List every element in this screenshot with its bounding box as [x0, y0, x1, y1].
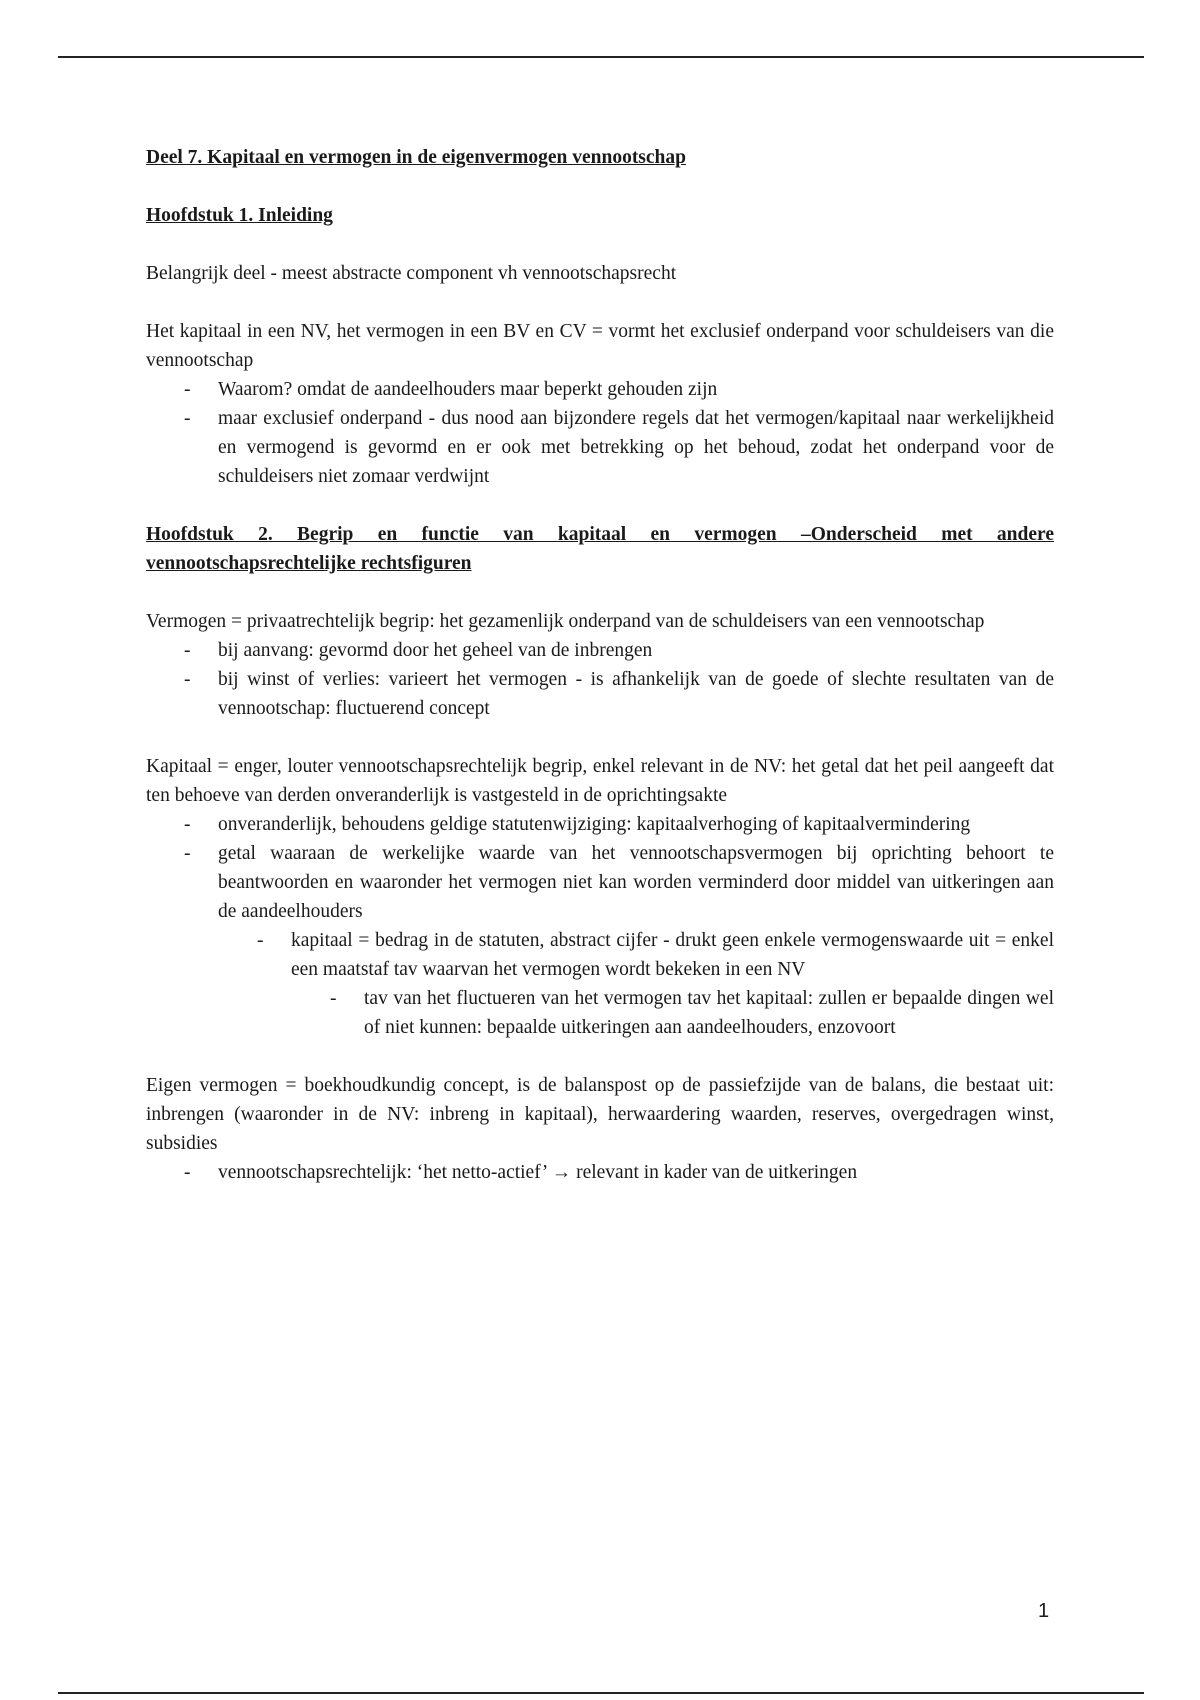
list-item: - maar exclusief onderpand - dus nood aan bijzondere regels dat het vermogen/kapitaal naar werkelijkheid en vermogend is gevormd en er ook met betrekking op het behoud, zodat het onderpand voor de schuldeisers niet zomaar verdwijnt — [218, 404, 1054, 491]
list-item: - onveranderlijk, behoudens geldige statutenwijziging: kapitaalverhoging of kapitaalvermindering — [218, 810, 1054, 839]
kapitaal-bullet-list — [218, 810, 1054, 926]
kapitaal-paragraph: Kapitaal = enger, louter vennootschapsrechtelijk begrip, enkel relevant in de NV: het getal dat het peil aangeeft dat ten behoeve van derden onveranderlijk is vastgesteld in de oprichtingsakte — [146, 756, 1054, 806]
list-item: - Waarom? omdat de aandeelhouders maar beperkt gehouden zijn — [218, 375, 1054, 404]
kapitaal-sub-sub-bullet-list — [364, 984, 1054, 1042]
eigen-vermogen-paragraph: Eigen vermogen = boekhoudkundig concept, is de balanspost op de passiefzijde van de balans, die bestaat uit: inbrengen (waaronder in de NV: inbreng in kapitaal), herwaardering waarden, reserves, overgedragen winst, subsidies — [146, 1075, 1054, 1154]
list-item: - bij aanvang: gevormd door het geheel van de inbrengen — [218, 636, 1054, 665]
eigen-vermogen-bullet-list — [218, 1158, 1054, 1187]
document-body — [146, 143, 1054, 1187]
chapter-1-bullet-list — [218, 375, 1054, 491]
chapter-1-intro: Belangrijk deel - meest abstracte component vh vennootschapsrecht — [146, 263, 677, 284]
list-item: - vennootschapsrechtelijk: ‘het netto-actief’ → relevant in kader van de uitkeringen — [218, 1158, 1054, 1187]
chapter-2-heading: Hoofdstuk 2. Begrip en functie van kapitaal en vermogen –Onderscheid met andere vennootschapsrechtelijke rechtsfiguren — [146, 524, 1054, 574]
vermogen-paragraph: Vermogen = privaatrechtelijk begrip: het gezamenlijk onderpand van de schuldeisers van een vennootschap — [146, 611, 985, 632]
list-item: - getal waaraan de werkelijke waarde van het vennootschapsvermogen bij oprichting behoort te beantwoorden en waaronder het vermogen niet kan worden verminderd door middel van uitkeringen aan de aandeelhouders — [218, 839, 1054, 926]
header-rule — [58, 56, 1144, 58]
footer-rule — [58, 1692, 1144, 1694]
vermogen-bullet-list — [218, 636, 1054, 723]
list-item: - tav van het fluctueren van het vermogen tav het kapitaal: zullen er bepaalde dingen wel of niet kunnen: bepaalde uitkeringen aan aandeelhouders, enzovoort — [364, 984, 1054, 1042]
chapter-1-paragraph: Het kapitaal in een NV, het vermogen in een BV en CV = vormt het exclusief onderpand voor schuldeisers van die vennootschap — [146, 321, 1054, 371]
list-item: - kapitaal = bedrag in de statuten, abstract cijfer - drukt geen enkele vermogenswaarde uit = enkel een maatstaf tav waarvan het vermogen wordt bekeken in een NV — [291, 926, 1054, 984]
chapter-1-heading: Hoofdstuk 1. Inleiding — [146, 205, 333, 226]
list-item: - bij winst of verlies: varieert het vermogen - is afhankelijk van de goede of slechte resultaten van de vennootschap: fluctuerend concept — [218, 665, 1054, 723]
part-title: Deel 7. Kapitaal en vermogen in de eigenvermogen vennootschap — [146, 147, 686, 168]
kapitaal-sub-bullet-list — [291, 926, 1054, 984]
page-number: 1 — [1038, 1600, 1050, 1622]
